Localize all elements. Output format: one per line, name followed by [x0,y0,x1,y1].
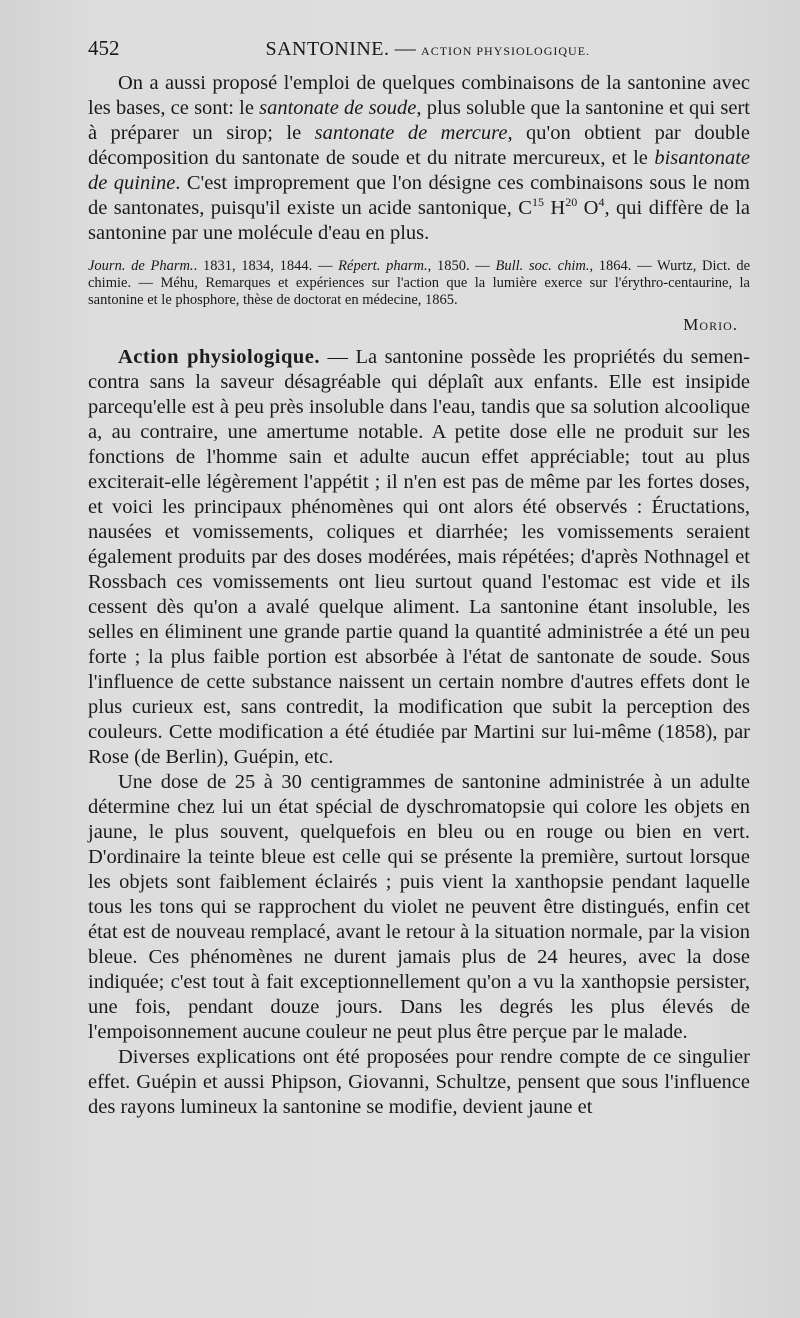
text-run: O [577,197,599,219]
intro-paragraph [88,71,750,246]
italic-term: bisantonate de quinine [88,147,750,194]
formula-superscript: 4 [598,195,605,210]
ref-title: Bull. soc. chim. [495,258,590,274]
running-title-sub: ACTION PHYSIOLOGIQUE. [421,44,591,58]
running-title-main: SANTONINE. [265,38,390,60]
text-run: , qu'on obtient par double décomposition du santonate de soude et du nitrate mercureux, et le [88,122,750,169]
ref-text: — Wurtz, Dict. de chimie. — Méhu, Remarques et expériences sur l'action que la lumière exerce sur l'érythro-centaurine, la santonine et le phosphore, thèse de doctorat en médecine, 1865. [88,258,750,308]
text-run: , plus soluble que la santonine et qui sert à préparer un sirop; le [88,97,750,144]
ref-title: Répert. pharm. [338,258,428,274]
running-title-dash: — [394,36,416,60]
page-number: 452 [88,36,120,60]
italic-term: santonate de mercure [314,122,508,144]
text-run: — La santonine possède les propriétés du semen-contra sans la saveur désagréable qui déplaît aux enfants. Elle est insipide parcequ'elle est à peu près insoluble dans l'eau, tandis que sa solution alcoolique a, au contraire, une amertume notable. A petite dose elle ne produit sur les fonctions de l'homme sain et adulte aucun effet appréciable; tout au plus exciterait-elle légèrement l'appétit ; il n'en est pas de même par les fortes doses, et voici les principaux phénomènes qui ont alors été observés : Éructations, nausées et vomissements, coliques et diarrhée; les vomissements seraient également produits par des doses modérées, mais répétées; d'après Nothnagel et Rossbach ces vomissements ont lieu surtout quand l'estomac est vide et ils cessent dès qu'on a avalé quelque aliment. La santonine étant insoluble, les selles en éliminent une grande partie quand la quantité administrée a été un peu forte ; la plus faible portion est absorbée à l'état de santonate de soude. Sous l'influence de cette substance naissent un certain nombre d'autres effets dont le plus curieux est, sans contredit, la modification que subit la perception des couleurs. Cette modification a été étudiée par Martini sur lui-même (1858), par Rose (de Berlin), Guépin, etc. [88,346,750,768]
ref-title: Journ. de Pharm. [88,258,194,274]
section-paragraph-2: Une dose de 25 à 30 centigrammes de santonine administrée à un adulte détermine chez lui un état spécial de dyschromatopsie qui colore les objets en jaune, le plus souvent, quelquefois en bleu ou en rouge ou bien en vert. D'ordinaire la teinte bleue est celle qui se présente la première, surtout lorsque les objets sont faiblement éclairés ; puis vient la xanthopsie pendant laquelle tous les tons qui se rapprochent du violet ne peuvent être distingués, enfin cet état est de nouveau remplacé, avant le retour à la situation normale, par la vision bleue. Ces phénomènes ne durent jamais plus de 24 heures, avec la dose indiquée; c'est tout à fait exceptionnellement qu'on a vu la xanthopsie persister, une fois, pendant douze jours. Dans les degrés les plus élevés de l'empoisonnement aucune couleur ne peut plus être perçue par le malade. [88,771,750,1043]
ref-text: . 1831, 1834, 1844. — [193,258,339,274]
text-run: On a aussi proposé l'emploi de quelques combinaisons de la santonine avec les bases, ce sont: le [88,72,750,119]
section-heading: Action physiologique. [118,346,320,368]
formula-superscript: 20 [565,195,578,210]
section-paragraph-3: Diverses explications ont été proposées pour rendre compte de ce singulier effet. Guépin et aussi Phipson, Giovanni, Schultze, pensent que sous l'influence des rayons lumineux la santonine se modifie, devient jaune et [88,1046,750,1118]
ref-text: , 1850. — [427,258,496,274]
text-run: , qui diffère de la santonine par une molécule d'eau en plus. [88,197,750,244]
text-run: H [543,197,566,219]
section-paragraph-1 [88,345,750,770]
text-run: . C'est improprement que l'on désigne ces combinaisons sous le nom de santonates, puisqu'il existe un acide santonique, C [88,172,750,219]
ref-text: , 1864. [589,258,632,274]
running-head [88,36,750,61]
formula-superscript: 15 [531,195,544,210]
author-signature: Morio. [683,315,738,334]
italic-term: santonate de soude [259,97,417,119]
references [88,258,750,309]
running-title [120,36,737,61]
